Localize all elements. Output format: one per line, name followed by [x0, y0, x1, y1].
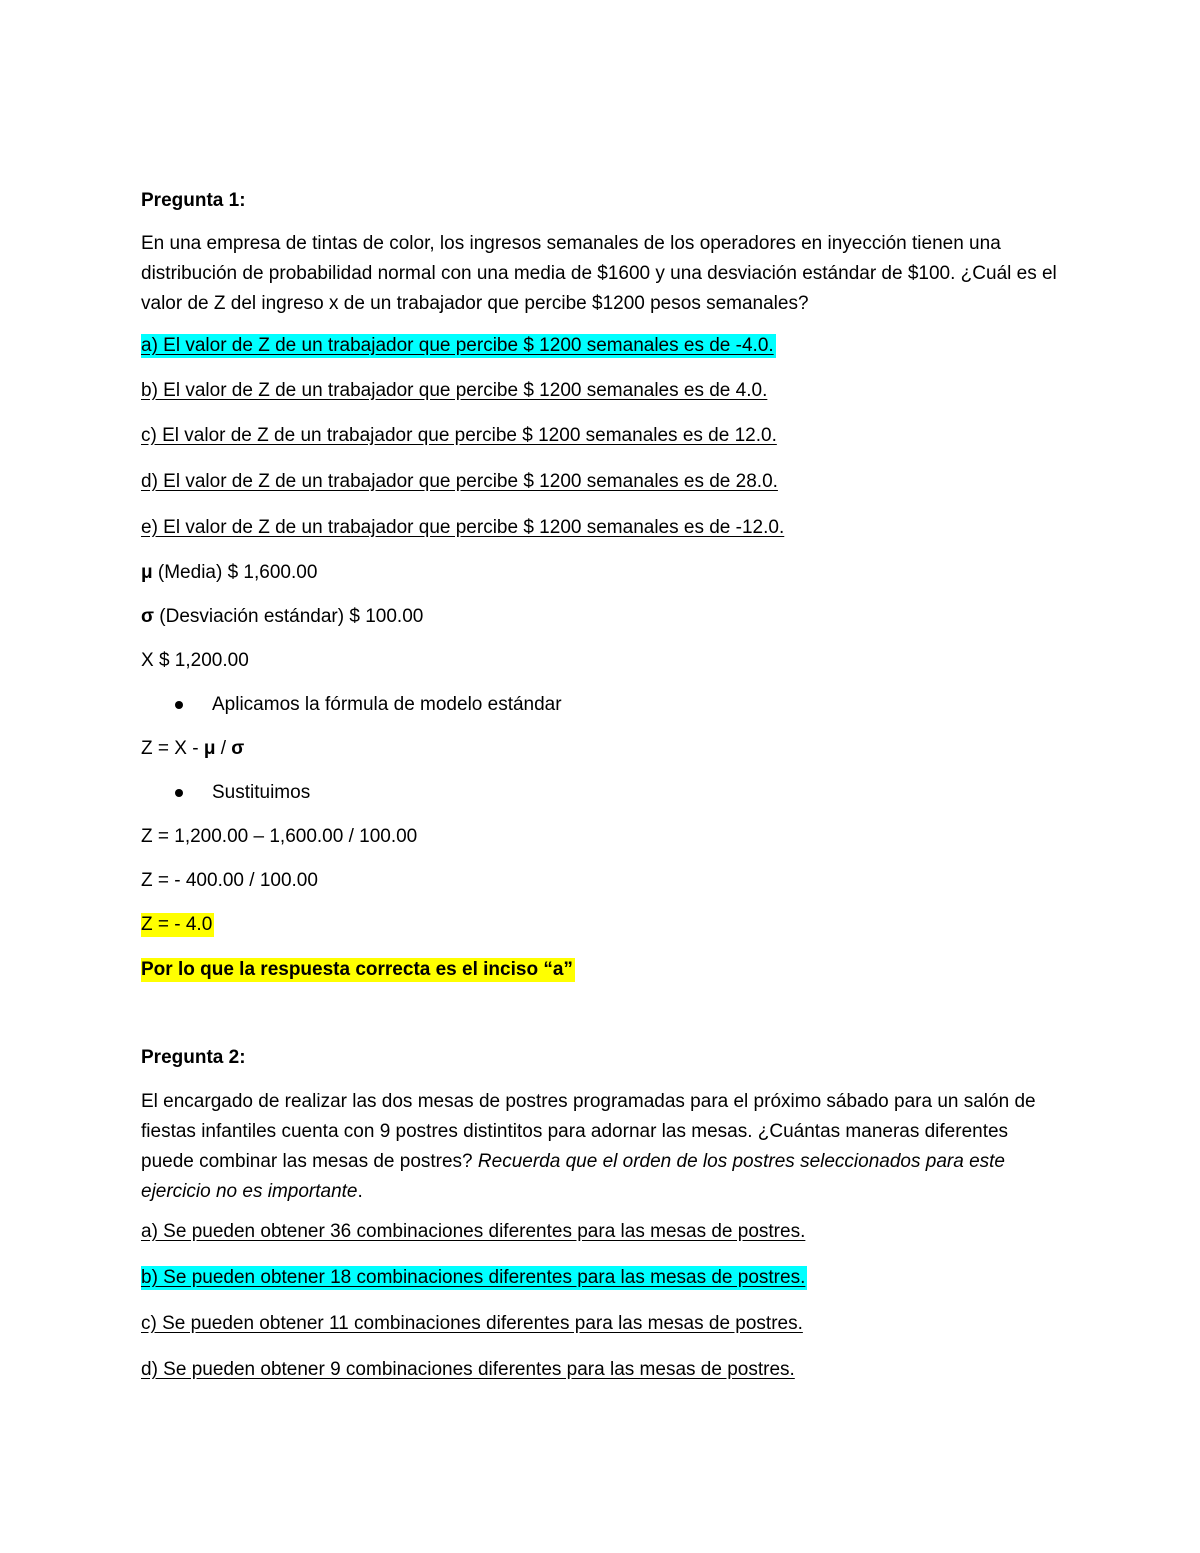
conclusion-line	[141, 957, 575, 983]
question-2-statement	[141, 1087, 1061, 1207]
q2-option-b	[141, 1265, 807, 1291]
question-1-title: Pregunta 1:	[141, 190, 246, 211]
q2-statement-plain: El encargado de realizar las dos mesas de postres programadas para el próximo sábado para un salón de fiestas infantiles cuenta con 9 postres distintitos para adornar las mesas. ¿Cuántas maneras diferentes puede combinar las mesas de postres?	[141, 1091, 1036, 1172]
sigma-symbol: σ	[141, 606, 154, 627]
q2-option-c	[141, 1311, 803, 1337]
q1-option-d	[141, 469, 778, 495]
formula-prefix: Z = X -	[141, 738, 204, 759]
x-line: X $ 1,200.00	[141, 650, 249, 671]
result-text: Z = - 4.0	[141, 914, 213, 935]
q2-statement-italic: Recuerda que el orden de los postres seleccionados para este ejercicio no es importante	[141, 1151, 1005, 1202]
step-1: Z = 1,200.00 – 1,600.00 / 100.00	[141, 826, 418, 847]
bullet-dot-icon	[175, 789, 183, 797]
q1-option-e-text: e) El valor de Z de un trabajador que percibe $ 1200 semanales es de -12.0.	[141, 517, 785, 538]
q1-option-d-text: d) El valor de Z de un trabajador que percibe $ 1200 semanales es de 28.0.	[141, 471, 778, 492]
q1-option-a	[141, 333, 776, 359]
q2-option-a-text: a) Se pueden obtener 36 combinaciones diferentes para las mesas de postres.	[141, 1221, 806, 1242]
formula-divider: /	[215, 738, 232, 759]
q1-option-b	[141, 378, 767, 404]
bullet-substitute: Sustituimos	[212, 782, 311, 803]
question-1-statement: En una empresa de tintas de color, los ingresos semanales de los operadores en inyección tienen una distribución de probabilidad normal con una media de $1600 y una desviación estándar de $100. ¿Cuál es el valor de Z del ingreso x de un trabajador que percibe $1200 pesos semanales?	[141, 233, 1057, 314]
q2-option-c-text: c) Se pueden obtener 11 combinaciones diferentes para las mesas de postres.	[141, 1313, 803, 1334]
step-2: Z = - 400.00 / 100.00	[141, 870, 318, 891]
mean-value: (Media) $ 1,600.00	[152, 562, 318, 583]
formula-sigma: σ	[231, 738, 245, 759]
mu-symbol: μ	[141, 562, 153, 583]
q1-option-a-text: a) El valor de Z de un trabajador que percibe $ 1200 semanales es de -4.0.	[141, 335, 774, 356]
q2-option-d-text: d) Se pueden obtener 9 combinaciones diferentes para las mesas de postres.	[141, 1359, 795, 1380]
mean-line	[141, 560, 317, 586]
conclusion-text: Por lo que la respuesta correcta es el inciso “a”	[141, 959, 573, 980]
document-page	[141, 0, 1081, 1553]
q2-option-a	[141, 1219, 805, 1245]
question-2-title: Pregunta 2:	[141, 1047, 246, 1068]
sigma-value: (Desviación estándar) $ 100.00	[154, 606, 424, 627]
formula-line	[141, 736, 244, 762]
q1-option-c-text: c) El valor de Z de un trabajador que percibe $ 1200 semanales es de 12.0.	[141, 425, 777, 446]
q2-statement-end: .	[357, 1181, 363, 1202]
q1-option-b-text: b) El valor de Z de un trabajador que percibe $ 1200 semanales es de 4.0.	[141, 380, 768, 401]
q2-option-b-text: b) Se pueden obtener 18 combinaciones diferentes para las mesas de postres.	[141, 1267, 806, 1288]
bullet-dot-icon	[175, 701, 183, 709]
result-line	[141, 912, 214, 938]
q2-option-d	[141, 1357, 795, 1383]
formula-mu: μ	[203, 738, 216, 759]
sigma-line	[141, 604, 423, 630]
q1-option-e	[141, 515, 784, 541]
q1-option-c	[141, 423, 777, 449]
bullet-apply-formula: Aplicamos la fórmula de modelo estándar	[212, 694, 562, 715]
